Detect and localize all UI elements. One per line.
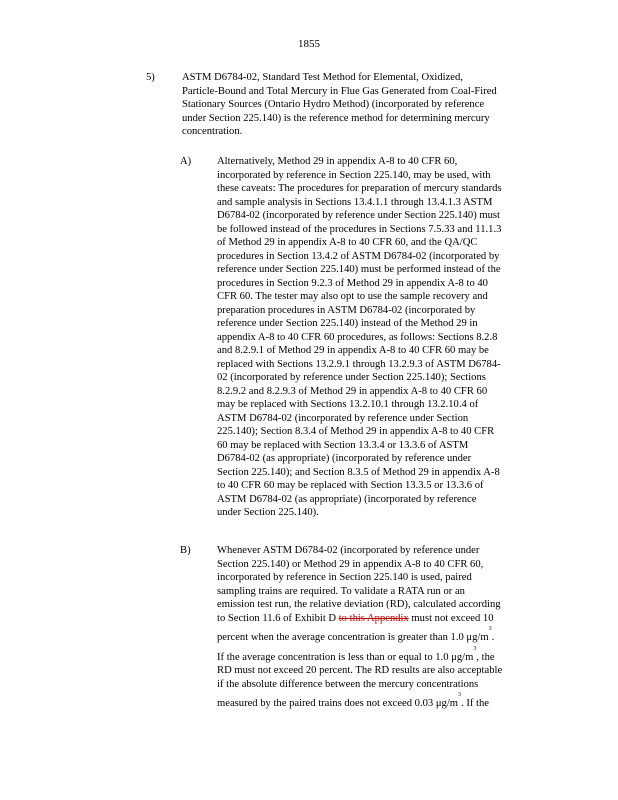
text-run: If the average concentration is less than or equal to 1.0 μg/m [217, 651, 474, 663]
text-run: to Section 11.6 of Exhibit D [217, 612, 339, 624]
text-run: percent when the average concentration is greater than 1.0 μg/m [217, 632, 489, 643]
subsection-a-label: A) [180, 156, 192, 167]
subsection-b-line: sampling trains are required. To validate a RATA run or an [217, 585, 465, 597]
item-number: 5) [146, 72, 155, 83]
subsection-b-line: Section 225.140) or Method 29 in appendix A-8 to 40 CFR 60, [217, 558, 484, 570]
subsection-b-line: Whenever ASTM D6784-02 (incorporated by reference under [217, 545, 480, 556]
subsection-b-line: if the absolute difference between the mercury concentrations [217, 678, 479, 690]
subsection-b-line: RD must not exceed 20 percent. The RD results are also acceptable [217, 665, 503, 676]
subsection-b-line [217, 645, 547, 665]
struck-text: to this Appendix [338, 612, 409, 624]
superscript: 3 [488, 626, 492, 632]
subsection-b-text [217, 544, 547, 711]
subsection-b-label: B) [180, 545, 191, 556]
subsection-a-text: Alternatively, Method 29 in appendix A-8 to 40 CFR 60, incorporated by reference in Section 225.140, may be used, with these caveats: The procedures for preparation of mercury standards and sample analysis in Sections 13.4.1.1 through 13.4.1.3 ASTM D6784-02 (incorporated by reference under Section 225.140) must be followed instead of the procedures in Sections 7.5.33 and 11.1.3 of Method 29 in appendix A-8 to 40 CFR 60, and the QA/QC procedures in Section 13.4.2 of ASTM D6784-02 (incorporated by reference under Section 225.140) must be performed instead of the procedures in Section 9.2.3 of Method 29 in appendix A-8 to 40 CFR 60. The tester may also opt to use the sample recovery and preparation procedures in ASTM D6784-02 (incorporated by reference under Section 225.140) instead of the Method 29 in appendix A-8 to 40 CFR 60 procedures, as follows: Sections 8.2.8 and 8.2.9.1 of Method 29 in appendix A-8 to 40 CFR 60 may be replaced with Sections 13.2.9.1 through 13.2.9.3 of ASTM D6784- 02 (incorporated by reference under Section 225.140); Sections 8.2.9.2 and 8.2.9.3 of Method 29 in appendix A-8 to 40 CFR 60 may be replaced with Sections 13.2.10.1 through 13.2.10.4 of ASTM D6784-02 (incorporated by reference under Section 225.140); Section 8.3.4 of Method 29 in appendix A-8 to 40 CFR 60 may be replaced with Section 13.3.4 or 13.3.6 of ASTM D6784-02 (as appropriate) (incorporated by reference under Section 225.140); and Section 8.3.5 of Method 29 in appendix A-8 to 40 CFR 60 may be replaced with Section 13.3.5 or 13.3.6 of ASTM D6784-02 (as appropriate) (incorporated by reference under Section 225.140). [217, 156, 502, 518]
text-run: must not exceed 10 [408, 612, 494, 624]
superscript: 3 [458, 692, 462, 698]
subsection-b-line: incorporated by reference in Section 225.140 is used, paired [217, 572, 472, 583]
item-text: ASTM D6784-02, Standard Test Method for Elemental, Oxidized, Particle-Bound and Total Mercury in Flue Gas Generated from Coal-Fired Stationary Sources (Ontario Hydro Method) (incorporated by reference under Section 225.140) is the reference method for determining mercury concentration. [182, 72, 497, 137]
subsection-b-line: emission test run, the relative deviation (RD), calculated according [217, 599, 501, 610]
text-run: . [491, 632, 495, 643]
superscript: 3 [473, 645, 477, 652]
subsection-b-line [217, 626, 547, 645]
page-number: 1855 [298, 38, 320, 50]
text-run: . If the [461, 698, 489, 709]
subsection-b-line [217, 692, 547, 711]
text-run: measured by the paired trains does not exceed 0.03 μg/m [217, 698, 459, 709]
text-run: , the [476, 651, 495, 663]
subsection-b-line [217, 612, 547, 626]
